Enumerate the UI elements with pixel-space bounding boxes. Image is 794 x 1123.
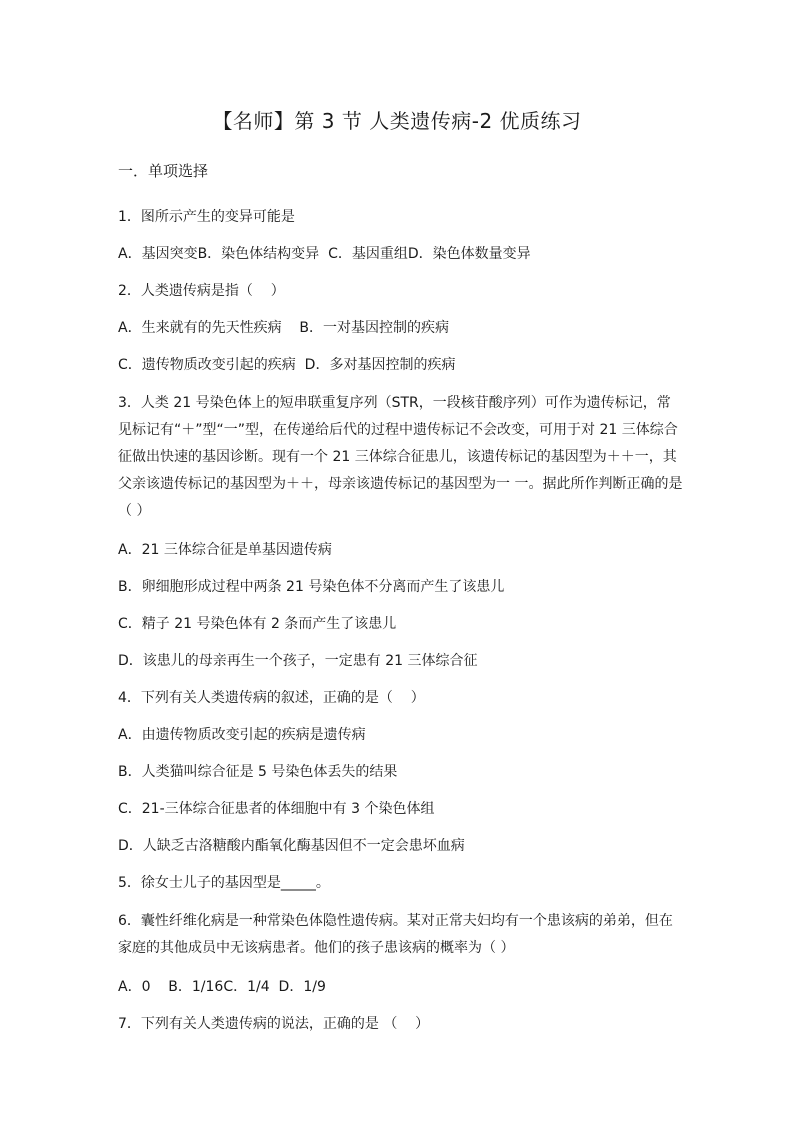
q2-stem: 2．人类遗传病是指（ ）: [118, 283, 285, 299]
q2-options-cd: C．遗传物质改变引起的疾病 D．多对基因控制的疾病: [118, 357, 456, 373]
section-heading: 一．单项选择: [118, 162, 209, 180]
q6-stem: 6．囊性纤维化病是一种常染色体隐性遗传病。某对正常夫妇均有一个患该病的弟弟，但在家庭的其他成员中无该病患者。他们的孩子患该病的概率为（ ）: [118, 913, 673, 956]
q3-option-c: C．精子 21 号染色体有 2 条而产生了该患儿: [118, 616, 397, 632]
q5-stem: 5．徐女士儿子的基因型是_____。: [118, 875, 330, 891]
q4-stem: 4．下列有关人类遗传病的叙述，正确的是（ ）: [118, 690, 425, 706]
q4-option-b: B．人类猫叫综合征是 5 号染色体丢失的结果: [118, 764, 398, 780]
question-list: [118, 205, 683, 1049]
q4-option-a: A．由遗传物质改变引起的疾病是遗传病: [118, 727, 366, 743]
q3-stem: 3．人类 21 号染色体上的短串联重复序列（STR，一段核苷酸序列）可作为遗传标记，常见标记有“＋”型“一”型，在传递给后代的过程中遗传标记不会改变，可用于对 21 三体综合征做出快速的基因诊断。现有一个 21 三体综合征患儿，该遗传标记的基因型为＋＋一，其父亲该遗传标记的基因型为＋＋，母亲该遗传标记的基因型为一 一。据此所作判断正确的是（ ）: [118, 395, 683, 519]
q7-stem: 7．下列有关人类遗传病的说法，正确的是 （ ）: [118, 1016, 430, 1032]
q6-options: A．0 B．1/16C．1/4 D．1/9: [118, 979, 326, 995]
q4-option-d: D．人缺乏古洛糖酸内酯氧化酶基因但不一定会患坏血病: [118, 838, 465, 854]
q3-option-b: B．卵细胞形成过程中两条 21 号染色体不分离而产生了该患儿: [118, 579, 505, 595]
q1-options: A．基因突变B．染色体结构变异 C．基因重组D．染色体数量变异: [118, 246, 531, 262]
page-title: 【名师】第 3 节 人类遗传病-2 优质练习: [212, 109, 582, 133]
q3-option-d: D．该患儿的母亲再生一个孩子，一定患有 21 三体综合征: [118, 653, 478, 669]
q1-stem: 1．图所示产生的变异可能是: [118, 209, 295, 225]
q3-option-a: A．21 三体综合征是单基因遗传病: [118, 542, 332, 558]
q4-option-c: C．21-三体综合征患者的体细胞中有 3 个染色体组: [118, 801, 435, 817]
q2-options-ab: A．生来就有的先天性疾病 B．一对基因控制的疾病: [118, 320, 449, 336]
